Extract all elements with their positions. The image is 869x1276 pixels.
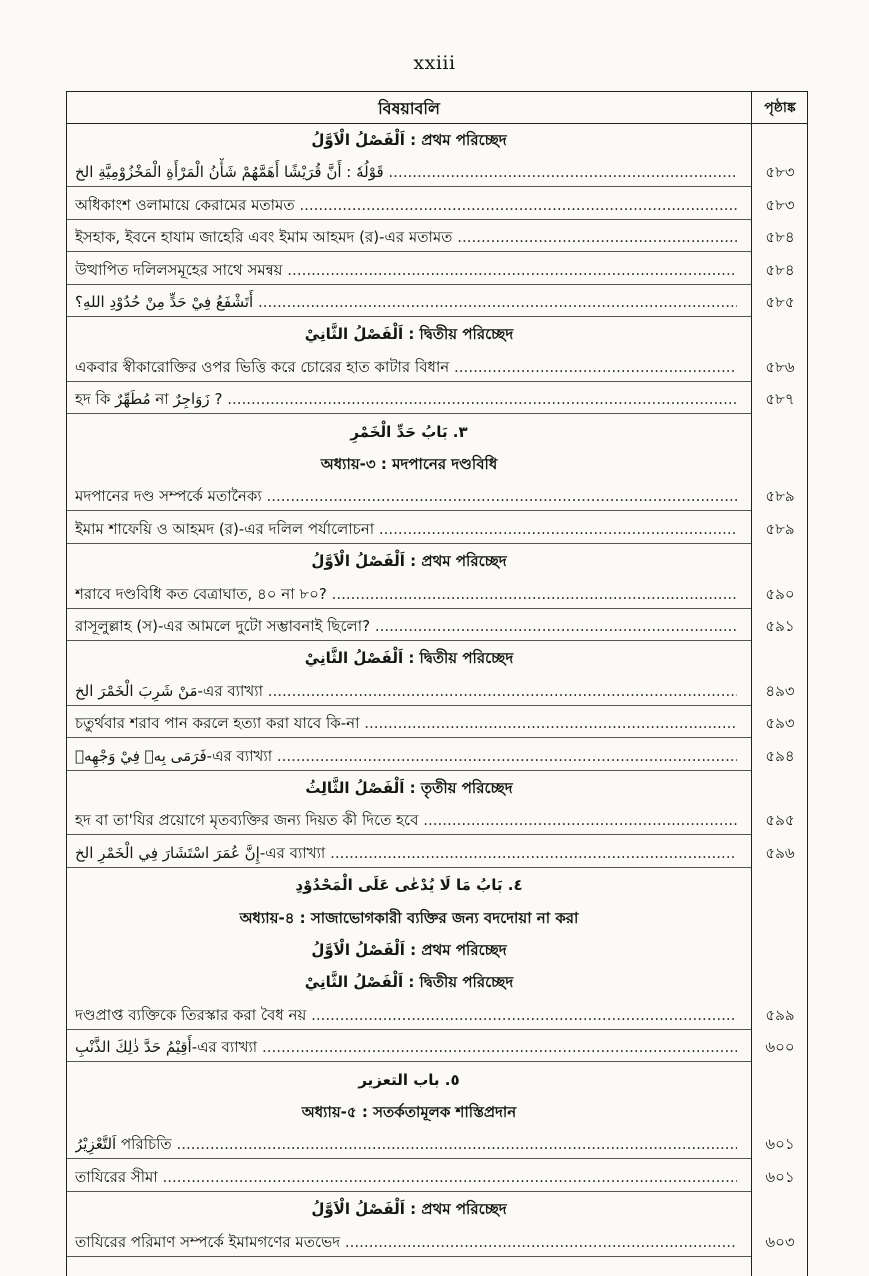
toc-entry	[67, 223, 751, 252]
toc-entry	[67, 353, 751, 382]
page-ref: ৫৯৯	[765, 1005, 795, 1024]
page-ref: ৫৮৯	[765, 487, 795, 506]
toc-entry	[67, 482, 751, 511]
page-ref: ৫৯৪	[765, 746, 795, 765]
entry-title: শরাবে দণ্ডবিধি কত বেত্রাঘাত, ৪০ না ৮০? .....	[75, 580, 737, 608]
topics-column-header: বিষয়াবলি	[378, 99, 440, 118]
entry-title: اَلْفَصْلُ الْاَوَّلُ : প্রথম পরিচ্ছেদ	[311, 941, 507, 959]
table-header	[67, 92, 807, 124]
entry-title: ইমাম শাফেয়ি ও আহমদ (র)-এর দলিল পর্যালোচনা .....	[75, 515, 737, 543]
entry-title: অধ্যায়-৪ : সাজাভোগকারী ব্যক্তির জন্য বদদোয়া না করা	[239, 908, 579, 927]
entry-title: অধ্যায়-৫ : সতর্কতামূলক শাস্তিপ্রদান	[301, 1103, 517, 1121]
page-ref: ৫৮৫	[765, 293, 795, 311]
section-heading	[67, 968, 751, 996]
chapter-heading	[67, 1066, 751, 1094]
entry-title: مَنْ شَرِبَ الْخَمْرَ الخ-এর ব্যাখ্যা .....	[75, 677, 737, 705]
page-ref: ৫৮৭	[765, 390, 795, 409]
entry-title: اَلْفَصْلُ الثَّانِيْ : দ্বিতীয় পরিচ্ছেদ	[304, 973, 514, 992]
page-ref: ৫৯৫	[765, 811, 795, 830]
entry-title: মদপানের দণ্ড সম্পর্কে মতানৈক্য .....	[75, 482, 737, 510]
entry-title: أَتَشْفَعُ فِيْ حَدٍّ مِنْ حُدُوْدِ اللهِ؟ .....	[75, 288, 737, 316]
entry-title: হদ বা তা'যির প্রয়োগে মৃতব্যক্তির জন্য দিয়ত কী দিতে হবে .....	[75, 806, 737, 834]
page-ref: ৬০১	[765, 1135, 795, 1154]
page-ref: ৬০৩	[765, 1232, 795, 1251]
page-ref: ৪৯৩	[765, 681, 795, 700]
toc-entry	[67, 1163, 751, 1192]
toc-entry	[67, 515, 751, 544]
page-ref: ৫৯১	[765, 617, 795, 635]
column-divider	[751, 92, 752, 1276]
page-ref: ৫৮৯	[765, 519, 795, 538]
entry-title: রাসূলুল্লাহ (স)-এর আমলে দুটো সম্ভাবনাই ছিলো? .....	[75, 612, 737, 640]
entry-title: একবার স্বীকারোক্তির ওপর ভিত্তি করে চোরের হাত কাটার বিধান .....	[75, 353, 737, 381]
toc-entry	[67, 612, 751, 641]
page-ref: ৬০১	[765, 1167, 795, 1186]
section-heading	[67, 644, 751, 672]
entry-title: চতুর্থবার শরাব পান করলে হত্যা করা যাবে কি-না .....	[75, 709, 737, 737]
toc-entry	[67, 385, 751, 414]
page-ref: ৬০০	[765, 1038, 795, 1057]
page-ref: ৫৯০	[765, 584, 795, 603]
toc-entry	[67, 677, 751, 706]
entry-title: তাযিরের পরিমাণ সম্পর্কে ইমামগণের মতভেদ .....	[75, 1228, 737, 1256]
section-heading	[67, 1195, 751, 1223]
chapter-heading	[67, 904, 751, 932]
entry-title: উত্থাপিত দলিলসমূহের সাথে সমন্বয় .....	[75, 256, 737, 284]
toc-entry	[67, 580, 751, 609]
toc-entry	[67, 839, 751, 868]
toc-entry	[67, 1130, 751, 1159]
entry-title: اَلْفَصْلُ الثَّانِيْ : দ্বিতীয় পরিচ্ছেদ	[304, 325, 514, 344]
page-ref: ৫৮৬	[765, 357, 795, 376]
entry-title: ٤. بَابُ مَا لَا يُدْعٰى عَلَى الْمَحْدُوْدِ	[295, 876, 523, 895]
page-number: xxiii	[413, 52, 456, 74]
entry-title: اَلْفَصْلُ الثَّالِثُ : তৃতীয় পরিচ্ছেদ	[305, 779, 513, 797]
entry-title: اَلتَّعْزِيْرُ পরিচিতি .....	[75, 1130, 737, 1158]
page-column-header: পৃষ্ঠাঙ্ক	[764, 100, 796, 116]
entry-title: হদ কি مُطَهِّرٌ না زَوَاجِرٌ ? .....	[75, 385, 737, 413]
page-ref: ৫৮৪	[765, 228, 795, 247]
page-ref: ৫৯৩	[765, 714, 795, 733]
toc-entry	[67, 806, 751, 835]
chapter-heading	[67, 418, 751, 446]
entry-title: اَلْفَصْلُ الْاَوَّلُ : প্রথম পরিচ্ছেদ	[311, 552, 507, 571]
entry-title: ٥. باب التعزير	[358, 1070, 460, 1089]
page-ref: ৫৮৪	[765, 260, 795, 279]
entry-title: قَوْلُهٗ : أَنَّ قُرَيْشًا أَهَمَّهُمْ شَأْنُ الْمَرْأَةِ الْمَخْزُوْمِيَّةِ الخ .....	[75, 158, 737, 186]
toc-entry	[67, 256, 751, 285]
chapter-heading	[67, 450, 751, 478]
entry-title: فَرَمَى بِهٖ فِيْ وَجْهِهٖ-এর ব্যাখ্যা .....	[75, 742, 737, 770]
section-heading	[67, 774, 751, 802]
toc-entry	[67, 742, 751, 771]
page-ref: ৫৯৬	[765, 843, 795, 862]
entry-title: ইসহাক, ইবনে হাযাম জাহেরি এবং ইমাম আহমদ (র)-এর মতামত .....	[75, 223, 737, 251]
section-heading	[67, 320, 751, 348]
section-heading	[67, 936, 751, 964]
table-of-contents	[66, 91, 808, 1276]
toc-entry	[67, 158, 751, 187]
entry-title: اَلْفَصْلُ الْاَوَّلُ : প্রথম পরিচ্ছেদ	[311, 1200, 507, 1219]
toc-entry	[67, 1033, 751, 1062]
entry-title: ٣. بَابُ حَدِّ الْخَمْرِ	[350, 422, 468, 441]
toc-entry	[67, 1228, 751, 1257]
entry-title: اَلْفَصْلُ الْاَوَّلُ : প্রথম পরিচ্ছেদ	[311, 131, 507, 149]
entry-title: দণ্ডপ্রাপ্ত ব্যক্তিকে তিরস্কার করা বৈধ নয় .....	[75, 1001, 737, 1029]
page-ref: ৫৮৩	[765, 163, 795, 182]
page-ref: ৫৮৩	[765, 195, 795, 214]
entry-title: أَقِيْمُ حَدَّ ذٰلِكَ الذَّنْبِ-এর ব্যাখ্যা .....	[75, 1033, 737, 1061]
toc-entry	[67, 191, 751, 220]
entry-title: তাযিরের সীমা .....	[75, 1163, 737, 1191]
toc-entry	[67, 288, 751, 317]
chapter-heading	[67, 871, 751, 899]
toc-entry	[67, 709, 751, 738]
section-heading	[67, 547, 751, 575]
toc-entry	[67, 1001, 751, 1030]
section-heading	[67, 126, 751, 154]
entry-title: অধ্যায়-৩ : মদপানের দণ্ডবিধি	[320, 455, 498, 473]
entry-title: إِنَّ عُمَرَ اسْتَشَارَ فِي الْخَمْرِ الخ-এর ব্যাখ্যা .....	[75, 839, 737, 867]
entry-title: অধিকাংশ ওলামায়ে কেরামের মতামত .....	[75, 191, 737, 219]
entry-title: اَلْفَصْلُ الثَّانِيْ : দ্বিতীয় পরিচ্ছেদ	[304, 649, 514, 668]
chapter-heading	[67, 1098, 751, 1126]
